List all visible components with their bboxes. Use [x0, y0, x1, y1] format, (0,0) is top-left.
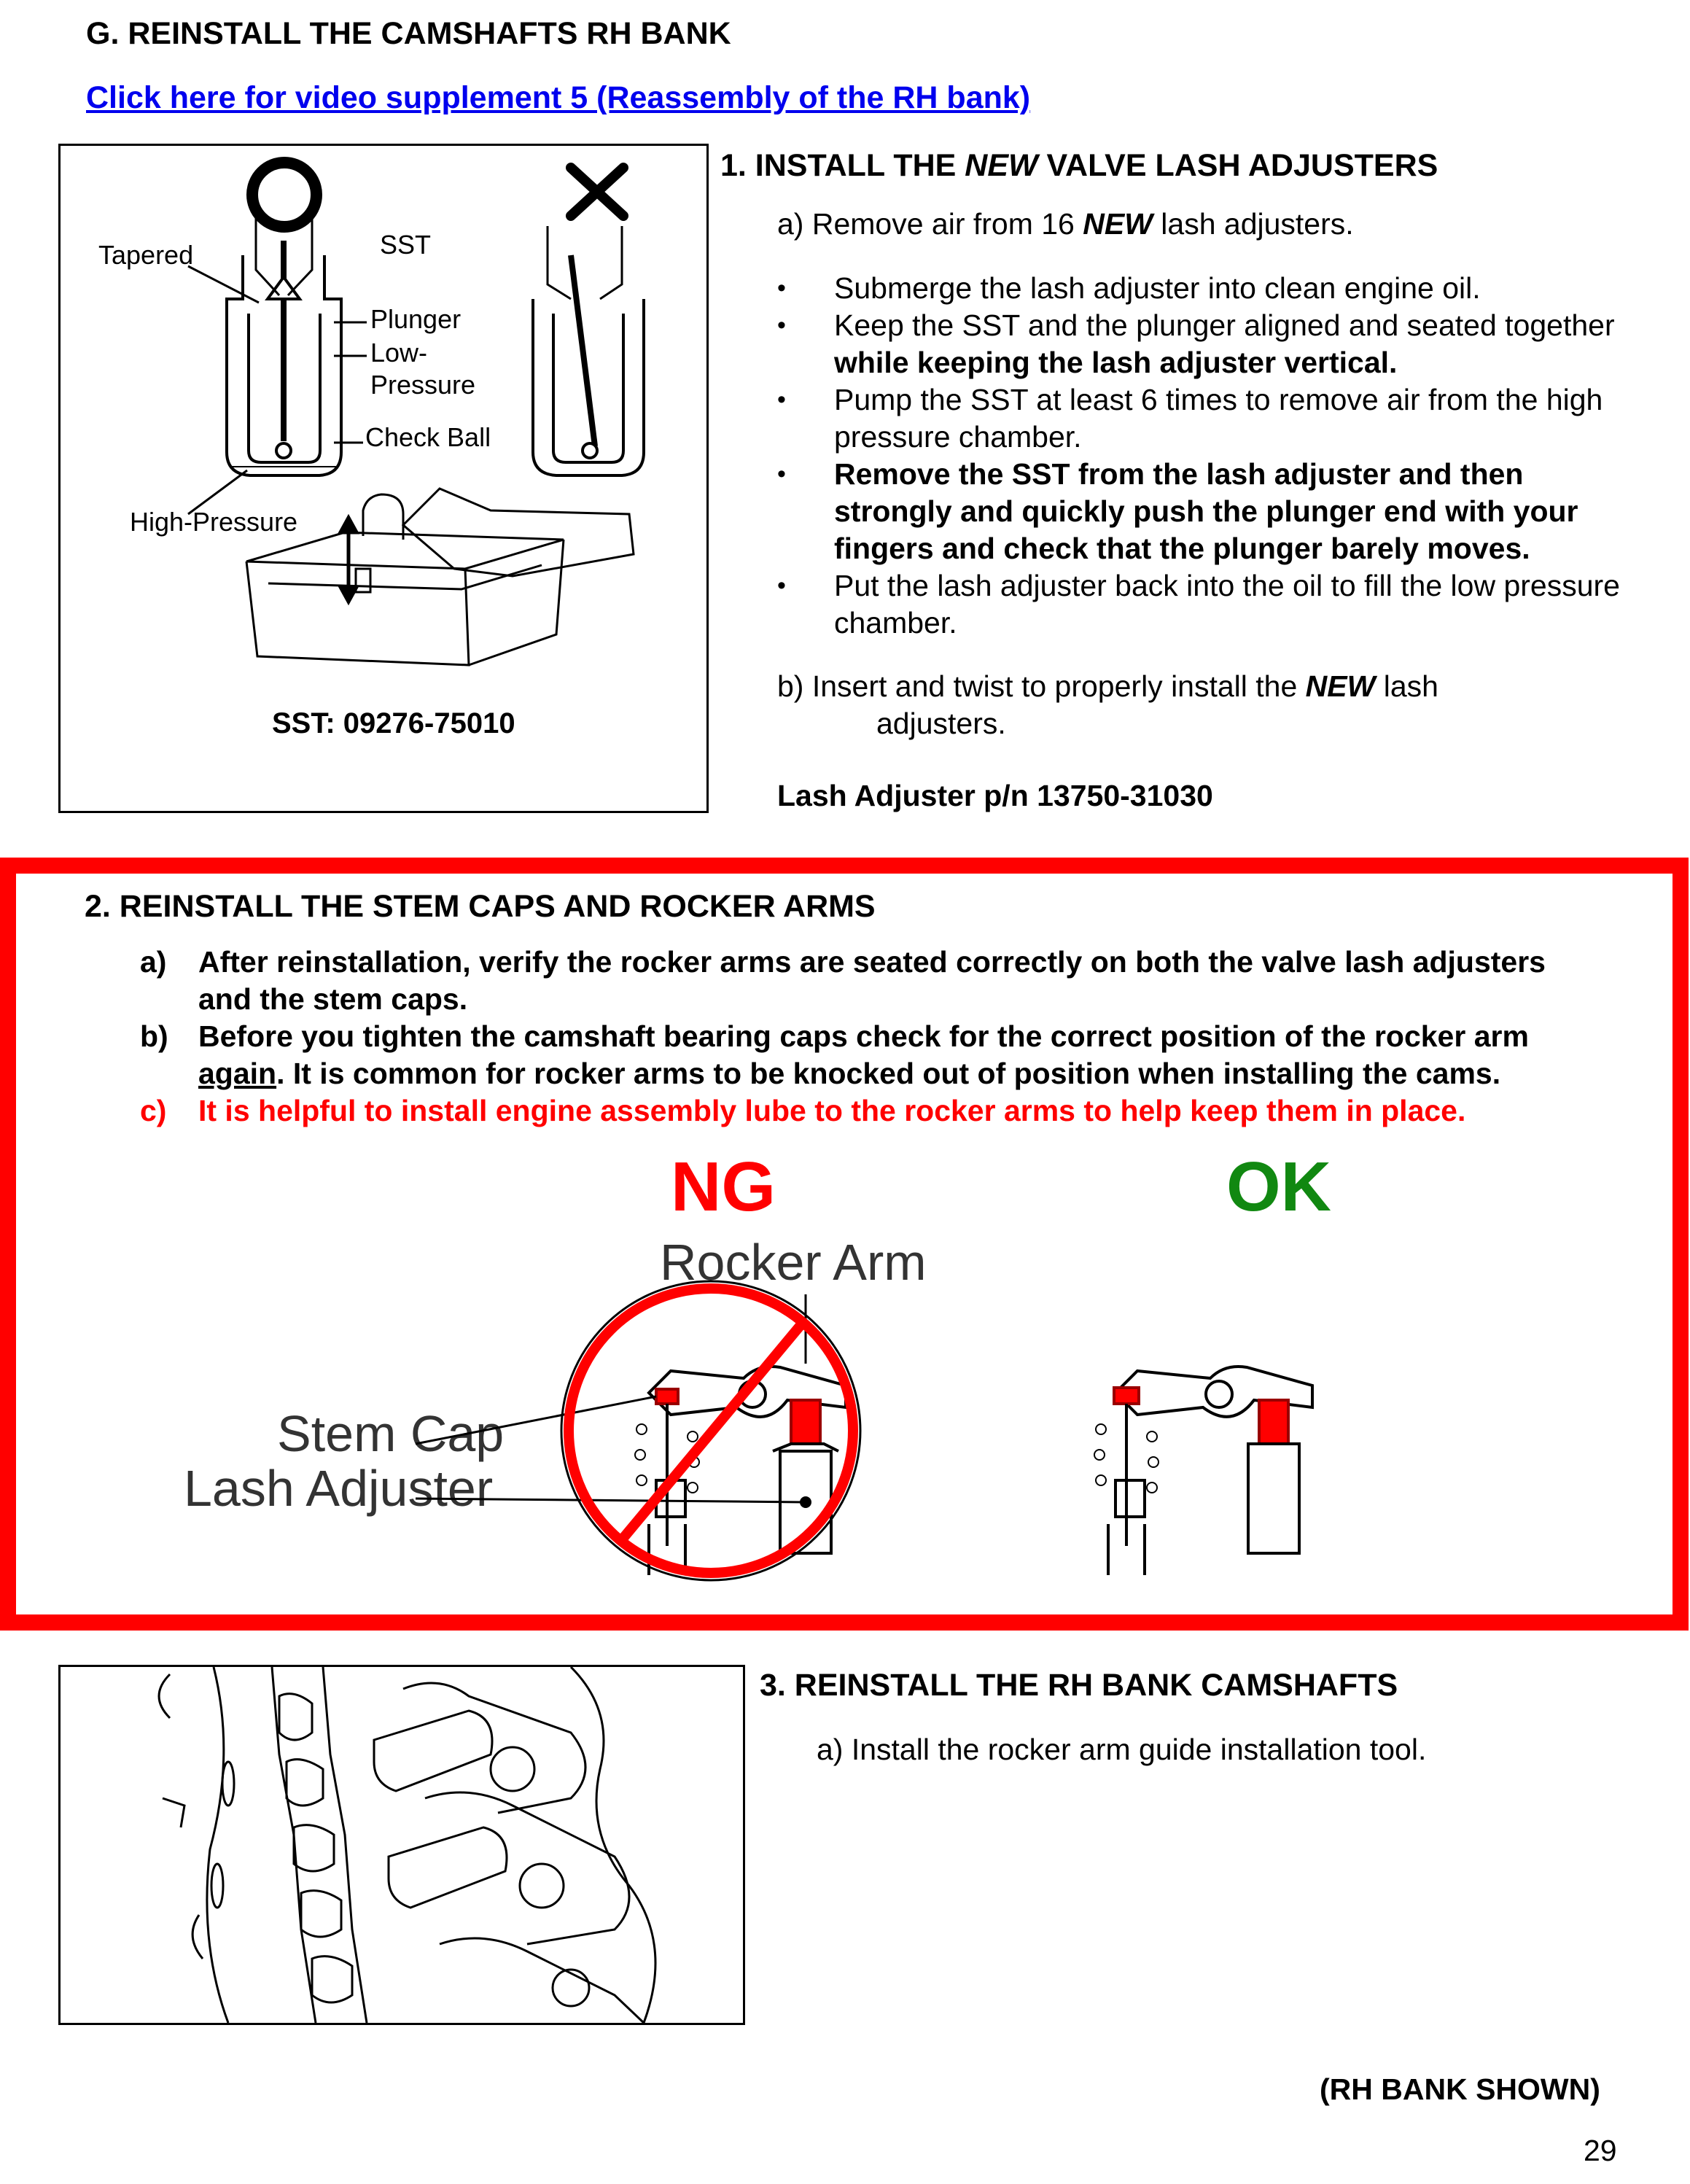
rocker-arm-ok-icon — [1094, 1367, 1312, 1575]
step1b-suffix-1: lash — [1375, 669, 1438, 703]
step1-title — [720, 147, 1438, 184]
step2b — [140, 1018, 1656, 1092]
step2a-line1: After reinstallation, verify the rocker arms are seated correctly on both the valve lash adjusters — [198, 945, 1546, 979]
step2b-line1: Before you tighten the camshaft bearing caps check for the correct position of the rocker arm — [198, 1019, 1529, 1053]
ng-label: NG — [671, 1148, 776, 1226]
lash-adjuster-label: Lash Adjuster — [184, 1460, 494, 1517]
step1a-suffix: lash adjusters. — [1152, 207, 1354, 241]
step2a — [140, 944, 1656, 1018]
bullet-bold: while keeping the lash adjuster vertical. — [834, 346, 1398, 379]
low-pressure-label-2: Pressure — [370, 370, 476, 400]
lash-adjuster-figure — [58, 144, 709, 813]
rocker-arm-guide-tool-illustration — [61, 1667, 743, 2023]
step1b-prefix: b) Insert and twist to properly install the — [777, 669, 1306, 703]
rocker-arm-diagram — [146, 1138, 1385, 1604]
rocker-arm-label: Rocker Arm — [660, 1234, 927, 1291]
step2b-again: again — [198, 1057, 277, 1090]
step1-title-em: NEW — [965, 148, 1038, 183]
rh-bank-shown-caption: (RH BANK SHOWN) — [1320, 2072, 1600, 2106]
step2a-line2: and the stem caps. — [198, 982, 468, 1016]
bullet-text: Put the lash adjuster back into the oil to fill the low pressure chamber. — [834, 569, 1620, 640]
step2c-label: c) — [140, 1094, 167, 1127]
step1a-prefix: a) Remove air from 16 — [777, 207, 1083, 241]
video-supplement-link[interactable]: Click here for video supplement 5 (Reassembly of the RH bank) — [86, 80, 1031, 115]
bullet-text: Pump the SST at least 6 times to remove air from the high pressure chamber. — [834, 383, 1603, 454]
lash-adjuster-wrong-icon — [533, 226, 644, 475]
step2c-text: It is helpful to install engine assembly lube to the rocker arms to help keep them in place. — [198, 1094, 1466, 1127]
step1a-em: NEW — [1083, 207, 1153, 241]
oil-pan-icon — [246, 489, 634, 665]
list-item — [777, 456, 1645, 567]
tapered-label: Tapered — [98, 240, 194, 270]
check-ball-label: Check Ball — [365, 422, 491, 452]
step2b-label: b) — [140, 1019, 168, 1053]
high-pressure-label: High-Pressure — [130, 507, 298, 537]
page-number: 29 — [1584, 2134, 1617, 2167]
step1b — [777, 668, 1579, 742]
step1-title-suffix: VALVE LASH ADJUSTERS — [1037, 148, 1438, 183]
step2b-line2: . It is common for rocker arms to be knocked out of position when installing the cams. — [276, 1057, 1501, 1090]
stem-cap-label: Stem Cap — [277, 1405, 505, 1462]
bullet-text: Keep the SST and the plunger aligned and seated together — [834, 308, 1615, 342]
step2-title: 2. REINSTALL THE STEM CAPS AND ROCKER ARMS — [85, 889, 876, 924]
up-down-arrow-icon — [340, 518, 357, 602]
list-item — [777, 307, 1645, 381]
lash-adjuster-part-number: Lash Adjuster p/n 13750-31030 — [777, 779, 1213, 812]
bullet-text: Submerge the lash adjuster into clean engine oil. — [834, 271, 1481, 305]
list-item — [777, 270, 1645, 307]
plunger-label: Plunger — [370, 304, 462, 334]
section-title: G. REINSTALL THE CAMSHAFTS RH BANK — [86, 16, 731, 51]
step1-bullet-list — [777, 270, 1645, 642]
no-symbol-slash — [620, 1324, 802, 1542]
sst-label: SST — [380, 230, 432, 260]
camshaft-figure — [58, 1665, 745, 2025]
list-item — [777, 381, 1645, 456]
list-item — [777, 567, 1645, 642]
lash-adjuster-diagram — [61, 146, 706, 811]
step1b-em: NEW — [1305, 669, 1376, 703]
step1a — [777, 206, 1354, 243]
step2a-label: a) — [140, 945, 167, 979]
ok-circle-icon — [252, 163, 316, 227]
ng-cross-icon — [571, 168, 623, 216]
bullet-bold: Remove the SST from the lash adjuster and then strongly and quickly push the plunger end with your fingers and check that the plunger barely moves. — [834, 457, 1578, 565]
step1-title-prefix: 1. INSTALL THE — [720, 148, 965, 183]
step3-title: 3. REINSTALL THE RH BANK CAMSHAFTS — [760, 1668, 1398, 1703]
low-pressure-label-1: Low- — [370, 338, 428, 368]
step1b-suffix-2: adjusters. — [876, 707, 1006, 740]
step2c — [140, 1092, 1656, 1130]
step3a: a) Install the rocker arm guide installation tool. — [817, 1733, 1427, 1766]
sst-caption: SST: 09276-75010 — [272, 707, 515, 739]
ok-label: OK — [1226, 1148, 1331, 1226]
